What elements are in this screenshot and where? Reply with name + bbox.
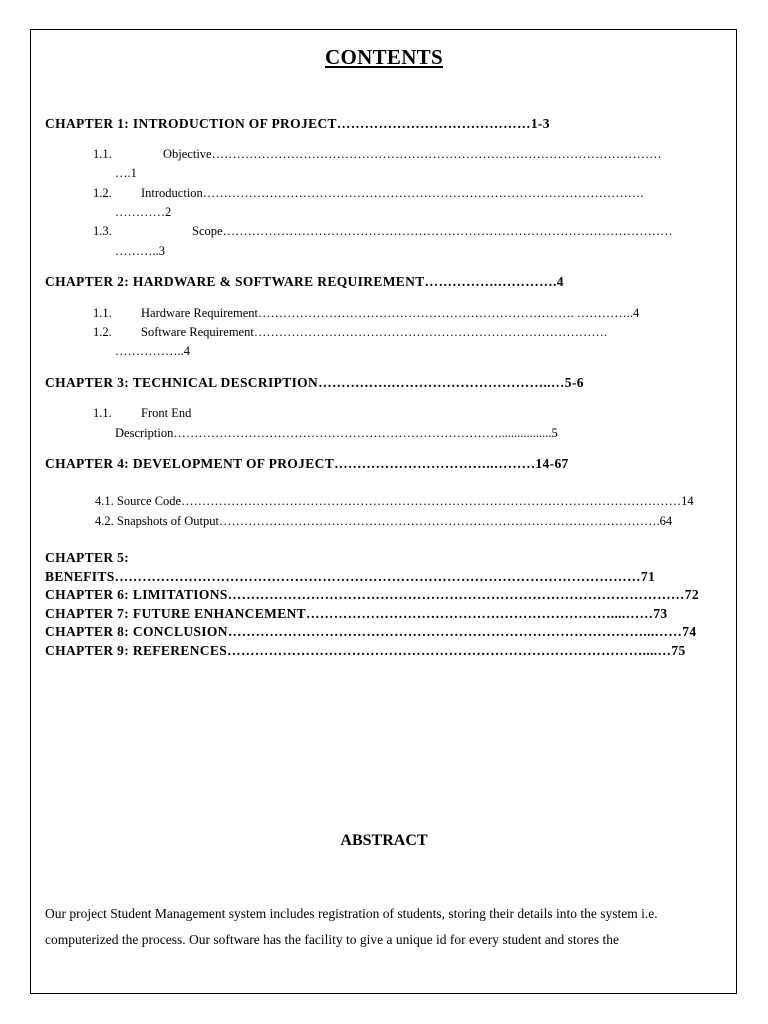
abstract-text: Our project Student Management system includes registration of students, storing their details into the system i.e. computerized the process. Our software has the facility to give a unique id for every student and stores the <box>45 906 658 947</box>
toc-item-num: 1.1. <box>93 406 112 420</box>
toc-item-scope <box>192 224 673 239</box>
toc-item-label: Objective <box>163 147 212 161</box>
toc-item-leader: ……………………………………………………………………………………………. <box>202 186 644 200</box>
toc-item-label: Introduction <box>141 186 203 200</box>
toc-item-num: 1.3. <box>93 224 112 238</box>
chapters-5-9: CHAPTER 5: BENEFITS……………………………………………………………………………………………………71 CHAPTER 6: LIMITATIONS………………………………………………………………………………………72 CHAPTER 7: FUTURE ENHANCEMENT…………………………………………………………....……73 CHAPTER 8: CONCLUSION………………………………………………………………………………...……74 CHAPTER 9: REFERENCES………………………………………………………………………………....…75 <box>45 550 699 658</box>
chapter-1-heading: CHAPTER 1: INTRODUCTION OF PROJECT……………………………………1-3 <box>45 116 550 131</box>
toc-item-hardware <box>141 306 639 321</box>
toc-item-introduction <box>141 186 643 201</box>
abstract-title: ABSTRACT <box>340 832 428 849</box>
toc-item-label: 4.1. Source Code <box>95 494 182 508</box>
toc-item-num: 1.2. <box>93 325 112 339</box>
toc-item-objective <box>163 147 662 162</box>
toc-item-num: 1.2. <box>93 186 112 200</box>
toc-item-label: Hardware Requirement <box>141 306 258 320</box>
chapter-3-heading: CHAPTER 3: TECHNICAL DESCRIPTION…………….……………………………..…5-6 <box>45 375 584 390</box>
toc-item-label: Software Requirement <box>141 325 254 339</box>
toc-item-num: 1.1. <box>93 306 112 320</box>
toc-item-leader: …………………………………………………………………………. <box>253 325 607 339</box>
toc-item-front-end: Front End <box>141 406 192 420</box>
toc-item-software <box>141 325 607 340</box>
toc-item-page: ….1 <box>115 166 137 180</box>
toc-item-page: …………2 <box>115 205 172 219</box>
toc-item-leader: ……………………………………………………………………………………………… <box>222 224 673 238</box>
chapter-2-heading: CHAPTER 2: HARDWARE & SOFTWARE REQUIREMENT…………….………….4 <box>45 274 564 289</box>
toc-item-leader: …………………………………………………………………………………………………………14 <box>181 494 694 508</box>
toc-item-snapshots <box>95 514 672 529</box>
chapter-4-heading: CHAPTER 4: DEVELOPMENT OF PROJECT……………………………..………14-67 <box>45 456 569 471</box>
toc-item-source-code <box>95 494 694 509</box>
toc-item-leader: …………………………………………………………………………………………….64 <box>218 514 673 528</box>
toc-item-page: Description…………………………………………………………………….................5 <box>115 426 558 440</box>
toc-item-leader: …………………………………………………………………. …………..4 <box>257 306 640 320</box>
toc-item-page: ……………..4 <box>115 344 190 358</box>
toc-item-leader: ……………………………………………………………………………………………… <box>211 147 662 161</box>
toc-item-page: ………..3 <box>115 244 165 258</box>
toc-item-label: Scope <box>192 224 223 238</box>
toc-item-num: 1.1. <box>93 147 112 161</box>
contents-title: CONTENTS <box>325 45 443 69</box>
toc-item-label: 4.2. Snapshots of Output <box>95 514 219 528</box>
